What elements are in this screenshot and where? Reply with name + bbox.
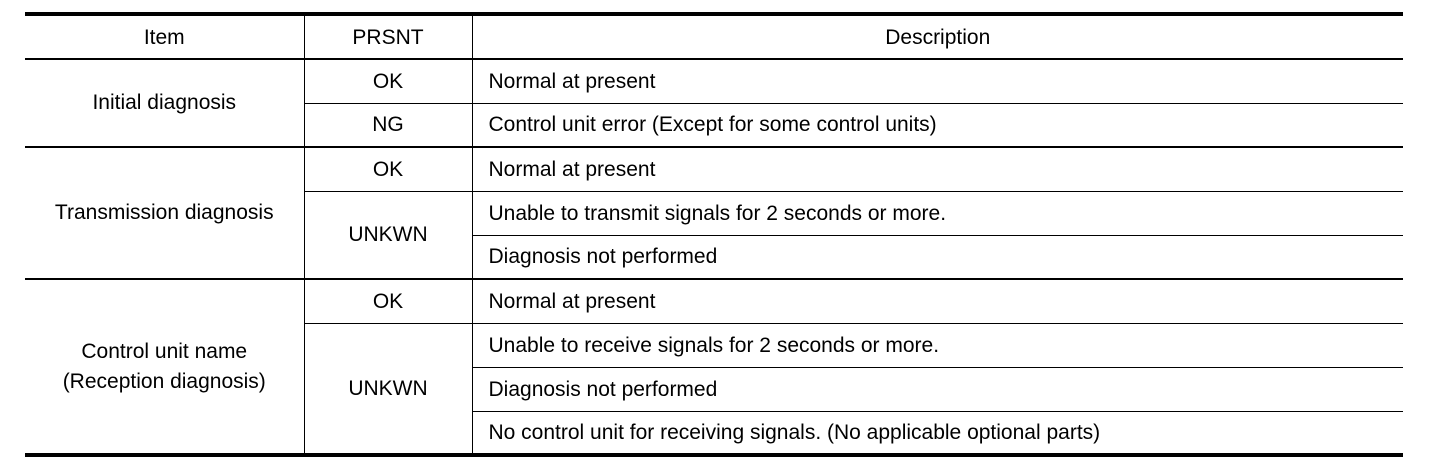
can-diagnosis-table (25, 12, 1403, 457)
prsnt-cell: NG (304, 103, 472, 147)
description-cell: Control unit error (Except for some control units) (472, 103, 1403, 147)
prsnt-cell: OK (304, 147, 472, 191)
table-row (25, 147, 1403, 191)
header-description: Description (472, 14, 1403, 59)
item-cell (25, 279, 304, 455)
description-cell: Normal at present (472, 279, 1403, 323)
table-row (25, 59, 1403, 103)
prsnt-cell: OK (304, 59, 472, 103)
header-prsnt: PRSNT (304, 14, 472, 59)
header-row (25, 14, 1403, 59)
prsnt-cell: UNKWN (304, 191, 472, 279)
item-label: Transmission diagnosis (54, 201, 274, 224)
item-label: Initial diagnosis (92, 91, 237, 114)
prsnt-cell: OK (304, 279, 472, 323)
description-cell: Unable to receive signals for 2 seconds or more. (472, 323, 1403, 367)
description-cell: Normal at present (472, 59, 1403, 103)
item-cell (25, 59, 304, 147)
description-cell: Diagnosis not performed (472, 367, 1403, 411)
description-cell: Unable to transmit signals for 2 seconds or more. (472, 191, 1403, 235)
prsnt-cell: UNKWN (304, 323, 472, 455)
description-cell: No control unit for receiving signals. (No applicable optional parts) (472, 411, 1403, 455)
table-row (25, 279, 1403, 323)
item-cell (25, 147, 304, 279)
description-cell: Diagnosis not performed (472, 235, 1403, 279)
item-label: Control unit name (81, 339, 248, 363)
description-cell: Normal at present (472, 147, 1403, 191)
header-item: Item (25, 14, 304, 59)
item-label: (Reception diagnosis) (62, 369, 266, 393)
